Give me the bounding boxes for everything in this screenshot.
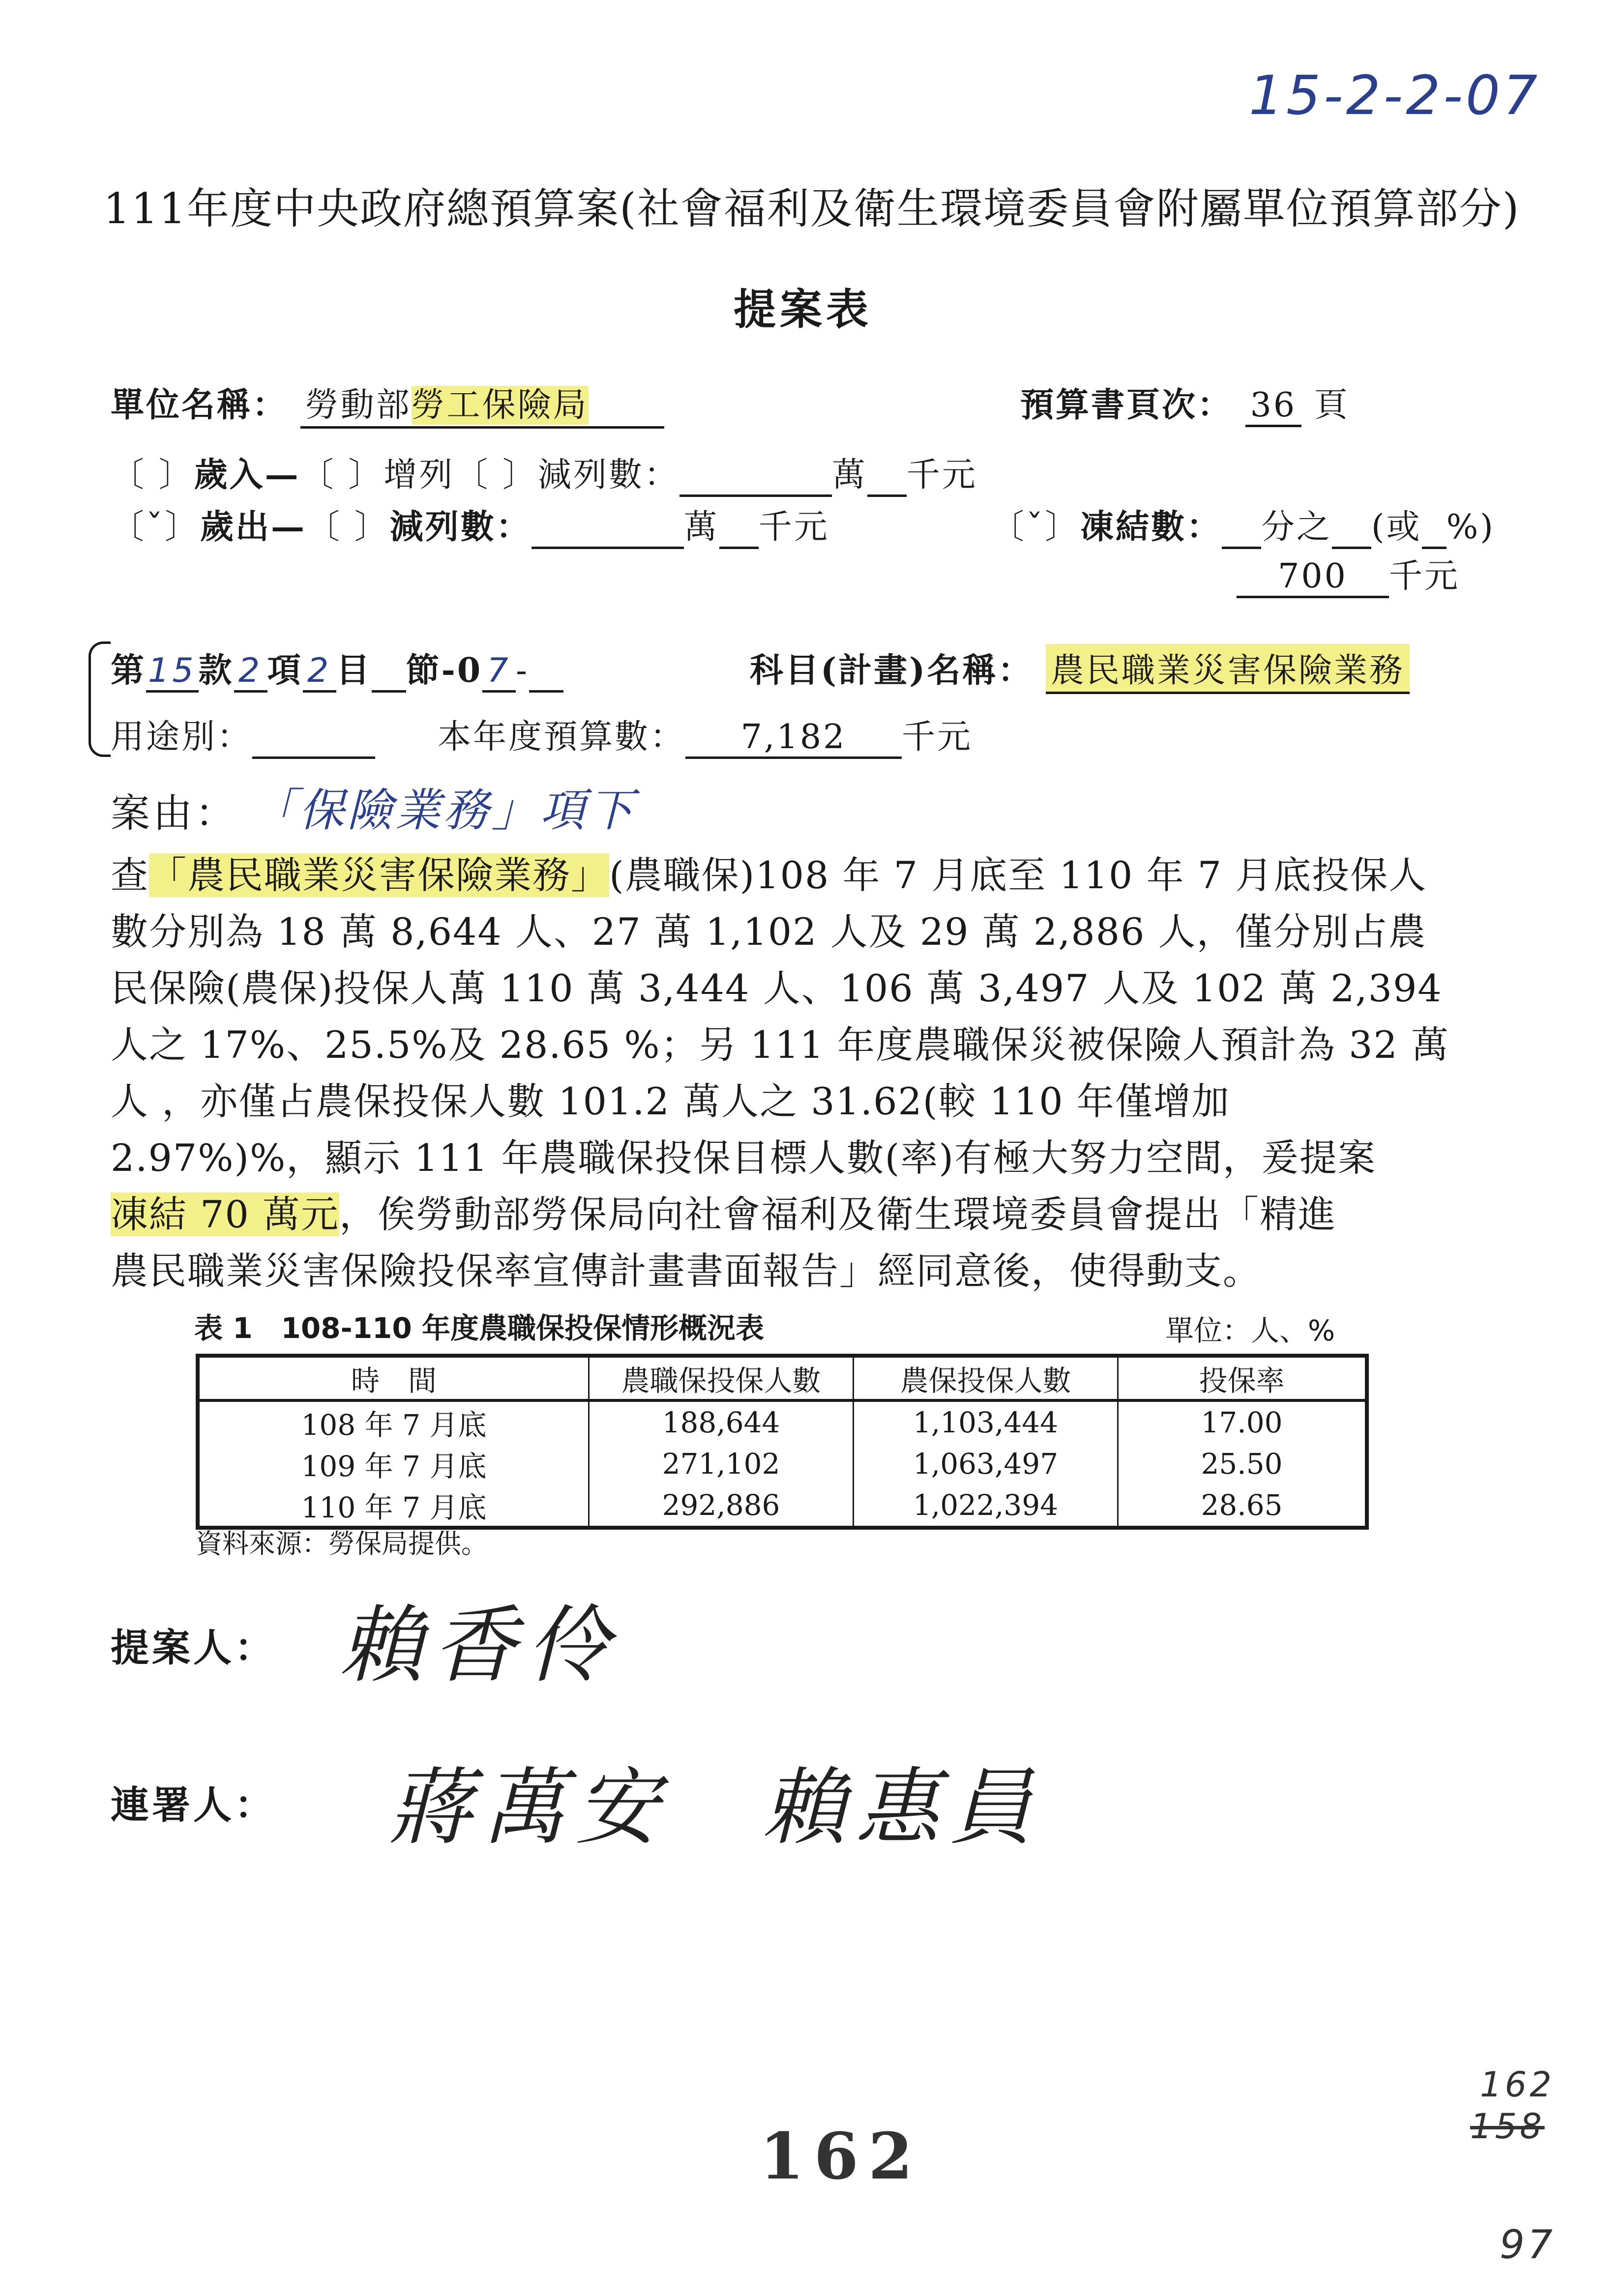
table-cell-occupational: 271,102: [589, 1443, 854, 1484]
table-cell-insurance: 1,022,394: [854, 1484, 1118, 1528]
reason-line-5: 人 ，亦僅占農保投保人數 101.2 萬人之 31.62(較 110 年僅增加: [111, 1079, 1230, 1123]
table-row: [198, 1484, 1367, 1528]
freeze-amount-row: [1237, 550, 1460, 598]
expense-option-check: 〔 〕: [306, 508, 390, 547]
reason-line-1-highlight: 「農民職業災害保險業務」: [149, 853, 609, 897]
usage-row: [111, 710, 375, 759]
reason-line-1-post: (農職保)108 年 7 月底至 110 年 7 月底投保人: [609, 853, 1427, 897]
revenue-amount-blank-2: [867, 456, 907, 497]
table-source: 資料來源：勞保局提供。: [196, 1528, 488, 1559]
table-cell-insurance: 1,103,444: [854, 1400, 1118, 1443]
subject-row: [750, 644, 1410, 694]
budget-label: 本年度預算數：: [438, 718, 686, 756]
usage-label: 用途別：: [111, 718, 253, 756]
table-cell-time: 109 年 7 月底: [198, 1443, 589, 1484]
enrollment-table: [196, 1354, 1369, 1530]
expense-check: 〔ˇ〕: [111, 508, 201, 547]
unit-value: [300, 378, 664, 429]
reason-line-7-post: ，俟勞動部勞保局向社會福利及衛生環境委員會提出「精進: [339, 1192, 1337, 1236]
table-header-farmer-insurance: 農保投保人數: [854, 1356, 1118, 1400]
budget-page-value: 36: [1245, 386, 1302, 427]
freeze-percent-end: %): [1446, 508, 1495, 547]
reason-label: 案由：: [111, 790, 237, 836]
table-row: [198, 1400, 1367, 1443]
item-blank-2: [529, 651, 563, 693]
page-number: 162: [760, 2119, 923, 2194]
table-cell-occupational: 292,886: [589, 1484, 854, 1528]
reason-line-2: 數分別為 18 萬 8,644 人、27 萬 1,102 人及 29 萬 2,886 人，僅分別占農: [111, 910, 1427, 954]
table-cell-rate: 25.50: [1118, 1443, 1367, 1484]
margin-note-old-page: 158: [1470, 2106, 1545, 2147]
item-jie-value: 7: [482, 651, 516, 693]
expense-label: 歲出—: [200, 507, 307, 547]
cosigner-label: 連署人：: [111, 1783, 276, 1828]
table-cell-insurance: 1,063,497: [854, 1443, 1118, 1484]
revenue-decrease-option: 〔 〕減列數：: [454, 456, 679, 494]
item-kuan-prefix: 第: [111, 651, 147, 690]
freeze-blank-2: [1332, 508, 1371, 549]
item-blank: [372, 651, 406, 693]
revenue-increase-option: 〔 〕增列: [300, 456, 455, 494]
item-xiang-value: 2: [234, 651, 267, 693]
expense-unit-thousand: 千元: [758, 508, 829, 547]
table-cell-time: 110 年 7 月底: [198, 1484, 589, 1528]
freeze-row: [991, 500, 1495, 549]
expense-row: [111, 500, 829, 549]
reason-line-8: 農民職業災害保險投保率宣傳計畫書面報告」經同意後，使得動支。: [111, 1249, 1261, 1293]
reason-handwritten-note: 「保險業務」項下: [251, 784, 637, 837]
budget-row: [438, 710, 973, 759]
freeze-amount-value: 700: [1237, 557, 1389, 598]
revenue-check: 〔 〕: [111, 456, 194, 494]
table-header-rate: 投保率: [1118, 1356, 1367, 1400]
item-mu-suffix: 目: [336, 651, 372, 690]
reason-line-7-highlight: 凍結 70 萬元: [111, 1192, 340, 1236]
reason-line-4: 人之 17%、25.5%及 28.65 %；另 111 年度農職保災被保險人預計為 32 萬: [111, 1023, 1450, 1067]
table-unit: 單位：人、%: [1165, 1314, 1335, 1347]
freeze-fraction-label: 分之: [1261, 508, 1332, 547]
table-cell-occupational: 188,644: [589, 1400, 854, 1443]
table-cell-rate: 28.65: [1118, 1484, 1367, 1528]
table-caption: 表 1 108-110 年度農職保投保情形概況表: [194, 1311, 764, 1345]
item-dash: -: [516, 651, 530, 690]
budget-value: 7,182: [685, 718, 902, 759]
reason-line-3: 民保險(農保)投保人萬 110 萬 3,444 人、106 萬 3,497 人及 102 萬 2,394: [111, 966, 1443, 1010]
subject-value: 農民職業災害保險業務: [1046, 644, 1410, 694]
proposer-label: 提案人：: [111, 1626, 276, 1670]
revenue-amount-blank: [679, 456, 832, 497]
handwritten-doc-code: 15-2-2-07: [1249, 64, 1540, 127]
cosigner-signature: 蔣萬安 賴惠員: [388, 1759, 1043, 1857]
budget-unit: 千元: [902, 718, 973, 756]
item-kuan-suffix: 款: [198, 651, 234, 690]
budget-page-row: [1020, 378, 1350, 427]
table-header-row: [198, 1356, 1367, 1400]
table-row: [198, 1443, 1367, 1484]
item-xiang-suffix: 項: [267, 651, 303, 690]
revenue-unit-thousand: 千元: [906, 456, 977, 494]
page-subtitle: 提案表: [734, 285, 872, 334]
freeze-percent-label: (或: [1371, 508, 1422, 547]
budget-page-unit: 頁: [1314, 386, 1350, 425]
freeze-check: 〔ˇ〕: [991, 508, 1081, 547]
expense-decrease-label: 減列數：: [389, 507, 531, 547]
reason-line-7: [111, 1185, 1336, 1238]
revenue-label: 歲入—: [194, 455, 300, 494]
expense-amount-blank: [531, 508, 684, 549]
expense-amount-blank-2: [719, 508, 759, 549]
expense-unit-wan: 萬: [683, 508, 719, 547]
unit-value-bureau: 勞工保險局: [411, 386, 589, 425]
page-title: 111年度中央政府總預算案(社會福利及衛生環境委員會附屬單位預算部分): [103, 184, 1520, 233]
unit-label: 單位名稱：: [111, 385, 288, 425]
revenue-unit-wan: 萬: [831, 456, 867, 494]
reason-line-6: 2.97%)%，顯示 111 年農職保投保目標人數(率)有極大努力空間，爰提案: [111, 1136, 1376, 1180]
margin-note-count: 97: [1500, 2222, 1556, 2267]
item-row: [111, 644, 563, 693]
freeze-blank-1: [1222, 508, 1261, 549]
margin-note-new-page: 162: [1480, 2064, 1555, 2105]
freeze-label: 凍結數：: [1080, 507, 1222, 547]
revenue-row: [111, 448, 977, 497]
table-header-farmer-occupational: 農職保投保人數: [589, 1356, 854, 1400]
item-mu-value: 2: [303, 651, 336, 693]
table-cell-rate: 17.00: [1118, 1400, 1367, 1443]
table-header-time: 時 間: [198, 1356, 589, 1400]
freeze-blank-3: [1422, 508, 1447, 549]
freeze-amount-unit: 千元: [1389, 557, 1460, 596]
reason-line-1: [111, 845, 1427, 899]
usage-blank: [252, 718, 375, 759]
proposer-signature: 賴香伶: [339, 1597, 620, 1694]
unit-row: [111, 378, 664, 429]
budget-page-label: 預算書頁次：: [1020, 385, 1233, 425]
reason-line-1-pre: 查: [111, 853, 149, 897]
subject-label: 科目(計畫)名稱：: [750, 651, 1033, 690]
item-kuan-value: 15: [146, 651, 199, 693]
item-bracket: [89, 641, 111, 757]
table-cell-time: 108 年 7 月底: [198, 1400, 589, 1443]
unit-value-ministry: 勞動部: [305, 386, 412, 425]
item-jie-prefix: 節-0: [406, 651, 483, 690]
